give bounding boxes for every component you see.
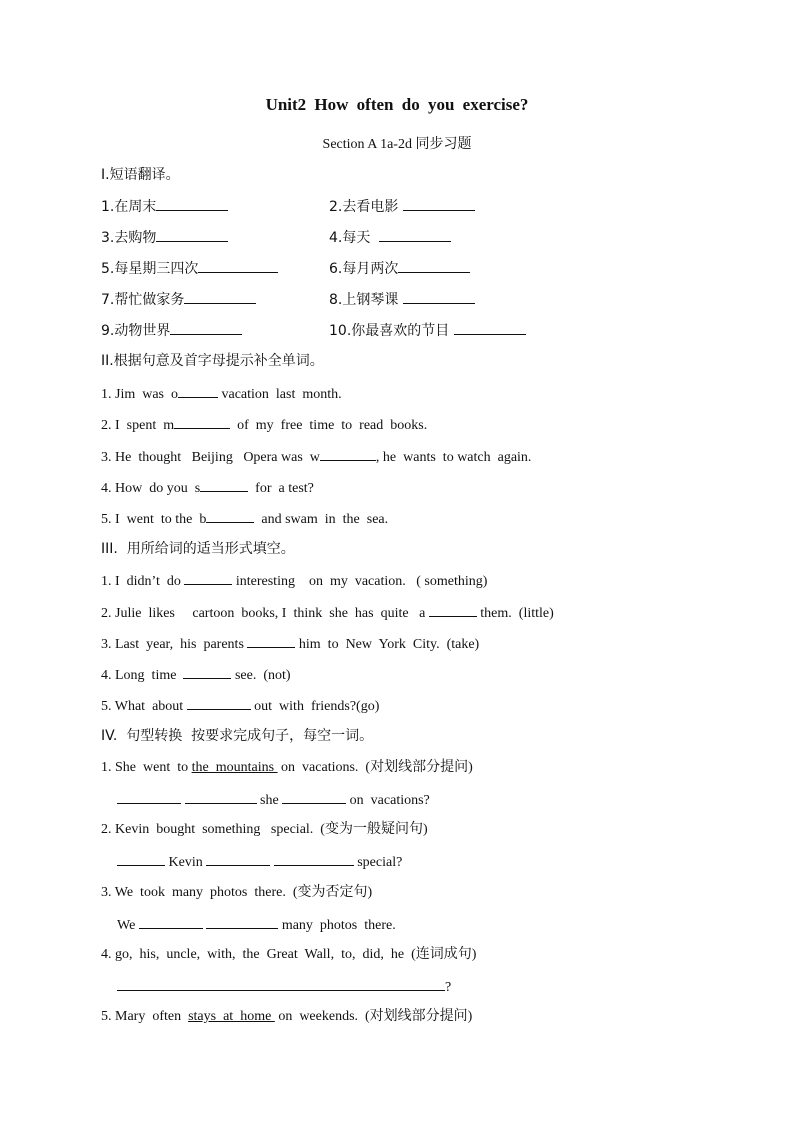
fill-item: 5. What about out with friends?(go) — [101, 696, 379, 716]
transform-question: 3. We took many photos there. (变为否定句) — [101, 885, 373, 900]
page-subtitle: Section A 1a-2d 同步习题 — [322, 137, 472, 152]
fill-item: 3. Last year, his parents him to New York City. (take) — [101, 634, 479, 654]
transform-question: 4. go, his, uncle, with, the Great Wall, to, did, he (连词成句) — [101, 947, 477, 962]
section-2-heading: II.根据句意及首字母提示补全单词。 — [101, 353, 324, 369]
phrase-item: 9.动物世界 — [101, 321, 242, 340]
phrase-item: 7.帮忙做家务 — [101, 290, 256, 309]
answer-line: We many photos there. — [117, 915, 396, 935]
transform-question: 1. She went to the mountains on vacations. (对划线部分提问) — [101, 760, 473, 775]
fill-item: 3. He thought Beijing Opera was w , he wants to watch again. — [101, 447, 531, 467]
phrase-item: 6.每月两次 — [329, 259, 470, 278]
section-4-heading: IV. 句型转换 按要求完成句子，每空一词。 — [101, 728, 374, 744]
phrase-item: 4.每天 — [329, 228, 451, 247]
phrase-item: 1.在周末 — [101, 197, 228, 216]
fill-item: 4. Long time see. (not) — [101, 665, 291, 685]
fill-item: 2. Julie likes cartoon books, I think she has quite a them. (little) — [101, 603, 554, 623]
transform-question: 5. Mary often stays at home on weekends. (对划线部分提问) — [101, 1009, 473, 1024]
phrase-item: 8.上钢琴课 — [329, 290, 475, 309]
transform-question: 2. Kevin bought something special. (变为一般疑问句) — [101, 822, 428, 837]
fill-item: 1. I didn’t do interesting on my vacation. ( something) — [101, 571, 487, 591]
phrase-item: 3.去购物 — [101, 228, 228, 247]
answer-line: she on vacations? — [117, 790, 430, 810]
fill-item: 4. How do you s for a test? — [101, 478, 314, 498]
section-1-heading: I.短语翻译。 — [101, 167, 180, 183]
phrase-item: 5.每星期三四次 — [101, 259, 278, 278]
phrase-item: 2.去看电影 — [329, 197, 475, 216]
fill-item: 5. I went to the b and swam in the sea. — [101, 509, 388, 529]
page-title: Unit2 How often do you exercise? — [265, 95, 529, 114]
phrase-item: 10.你最喜欢的节目 — [329, 321, 526, 340]
fill-item: 2. I spent m of my free time to read books. — [101, 415, 427, 435]
section-3-heading: III. 用所给词的适当形式填空。 — [101, 541, 295, 557]
fill-item: 1. Jim was o vacation last month. — [101, 384, 342, 404]
answer-line: ? — [117, 977, 451, 997]
answer-line: Kevin special? — [117, 852, 402, 872]
